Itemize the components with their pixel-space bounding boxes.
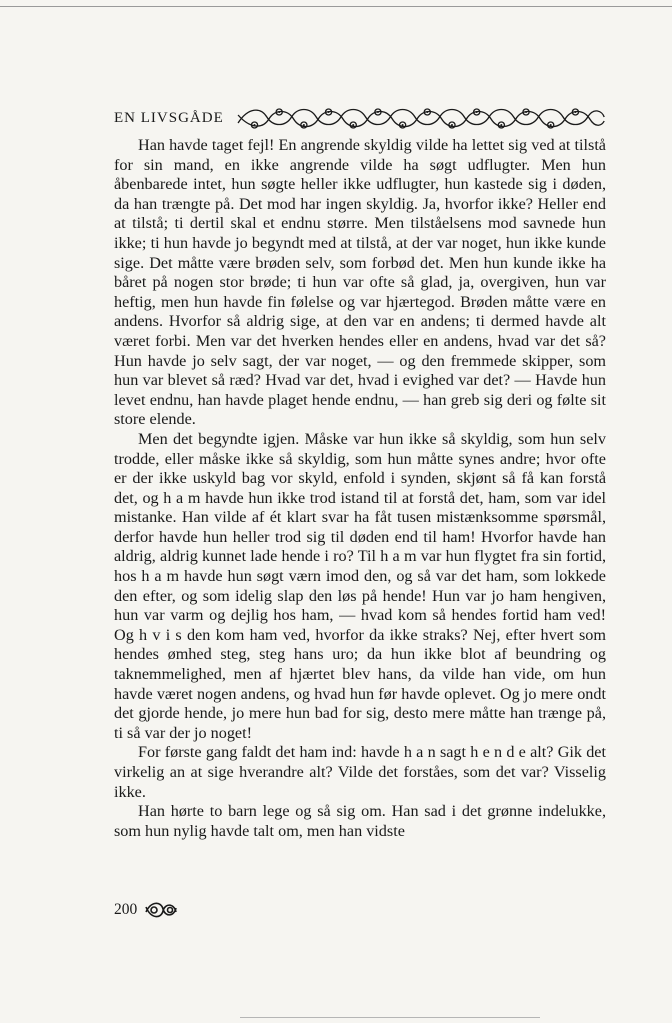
page-number: 200 bbox=[114, 901, 138, 918]
paragraph-4: Han hørte to barn lege og så sig om. Han sad i det grønne indelukke, som hun nylig havde talt om, men han vidste bbox=[114, 802, 606, 840]
body-text bbox=[114, 136, 606, 841]
paragraph-2: Men det begyndte igjen. Måske var hun ikke så skyldig, som hun selv trodde, eller måske ikke så skyldig, som hun måtte synes andre; hvor ofte er der ikke uskyld bag vor skyld, enfold i synden, skjønt så få kan forstå det, og h a m havde hun ikke trod istand til at forstå det, ham, som var idel mistanke. Han vilde af ét klart svar ha fåt tusen mistænksomme spørsmål, derfor havde hun heller trod sig til døden end til ham! Hvorfor havde han aldrig, aldrig kunnet lade hende i ro? Til h a m var hun flygtet fra sin fortid, hos h a m havde hun søgt værn imod den, og så var det ham, som lokkede den efter, og som idelig slap den løs på hende! Hun var jo ham hengiven, hun var varm og dejlig hos ham, — hvad kom så hendes fortid ham ved! Og h v i s den kom ham ved, hvorfor da ikke straks? Nej, efter hvert som hendes ømhed steg, steg hans uro; da hun ikke blot af beundring og taknemmelighed, men af hjærtet blev hans, da vilde han vide, om hun havde været nogen andens, og hvad hun før havde oplevet. Og jo mere ondt det gjorde hende, jo mere hun bad for sig, desto mere måtte han trænge på, ti så var der jo noget! bbox=[114, 429, 606, 742]
running-title: EN LIVSGÅDE bbox=[114, 109, 224, 126]
vine-scroll-ornament-icon bbox=[236, 103, 606, 133]
page-footer bbox=[114, 898, 179, 922]
top-edge-rule bbox=[0, 6, 672, 7]
bottom-edge-rule bbox=[240, 1017, 540, 1018]
paragraph-1: Han havde taget fejl! En angrende skyldig vilde ha lettet sig ved at tilstå for sin mand, en ikke angrende vilde ha søgt udflugter. Men hun åbenbarede intet, hun søgte heller ikke udflugter, hun kastede sig i døden, da han trængte på. Det mod har ingen skyldig. Ja, hvorfor ikke? Heller end at tilstå; ti dertil skal et endnu større. Men tilståelsens mod savnede hun ikke; ti hun havde jo begyndt med at tilstå, at der var noget, hun ikke kunde sige. Det måtte være brøden selv, som forbød det. Men hun kunde ikke ha båret på nogen stor brøde; ti hun var ofte så glad, ja, overgiven, hun var heftig, men hun havde fin følelse og var hjærtegod. Brøden måtte være en andens. Hvorfor så aldrig sige, at den var en andens; ti dermed havde alt været forbi. Men var det hverken hendes eller en andens, hvad var det så? Hun havde jo selv sagt, der var noget, — og den fremmede skipper, som hun var blevet så ræd? Hvad var det, hvad i evighed var det? — Havde hun levet endnu, han havde plaget hende endnu, — han greb sig deri og følte sit store elende. bbox=[114, 136, 606, 429]
page-header bbox=[114, 103, 606, 133]
paragraph-3: For første gang faldt det ham ind: havde h a n sagt h e n d e alt? Gik det virkelig an at sige hverandre alt? Vilde det forståes, som det var? Visselig ikke. bbox=[114, 743, 606, 801]
small-vine-ornament-icon bbox=[143, 898, 179, 922]
